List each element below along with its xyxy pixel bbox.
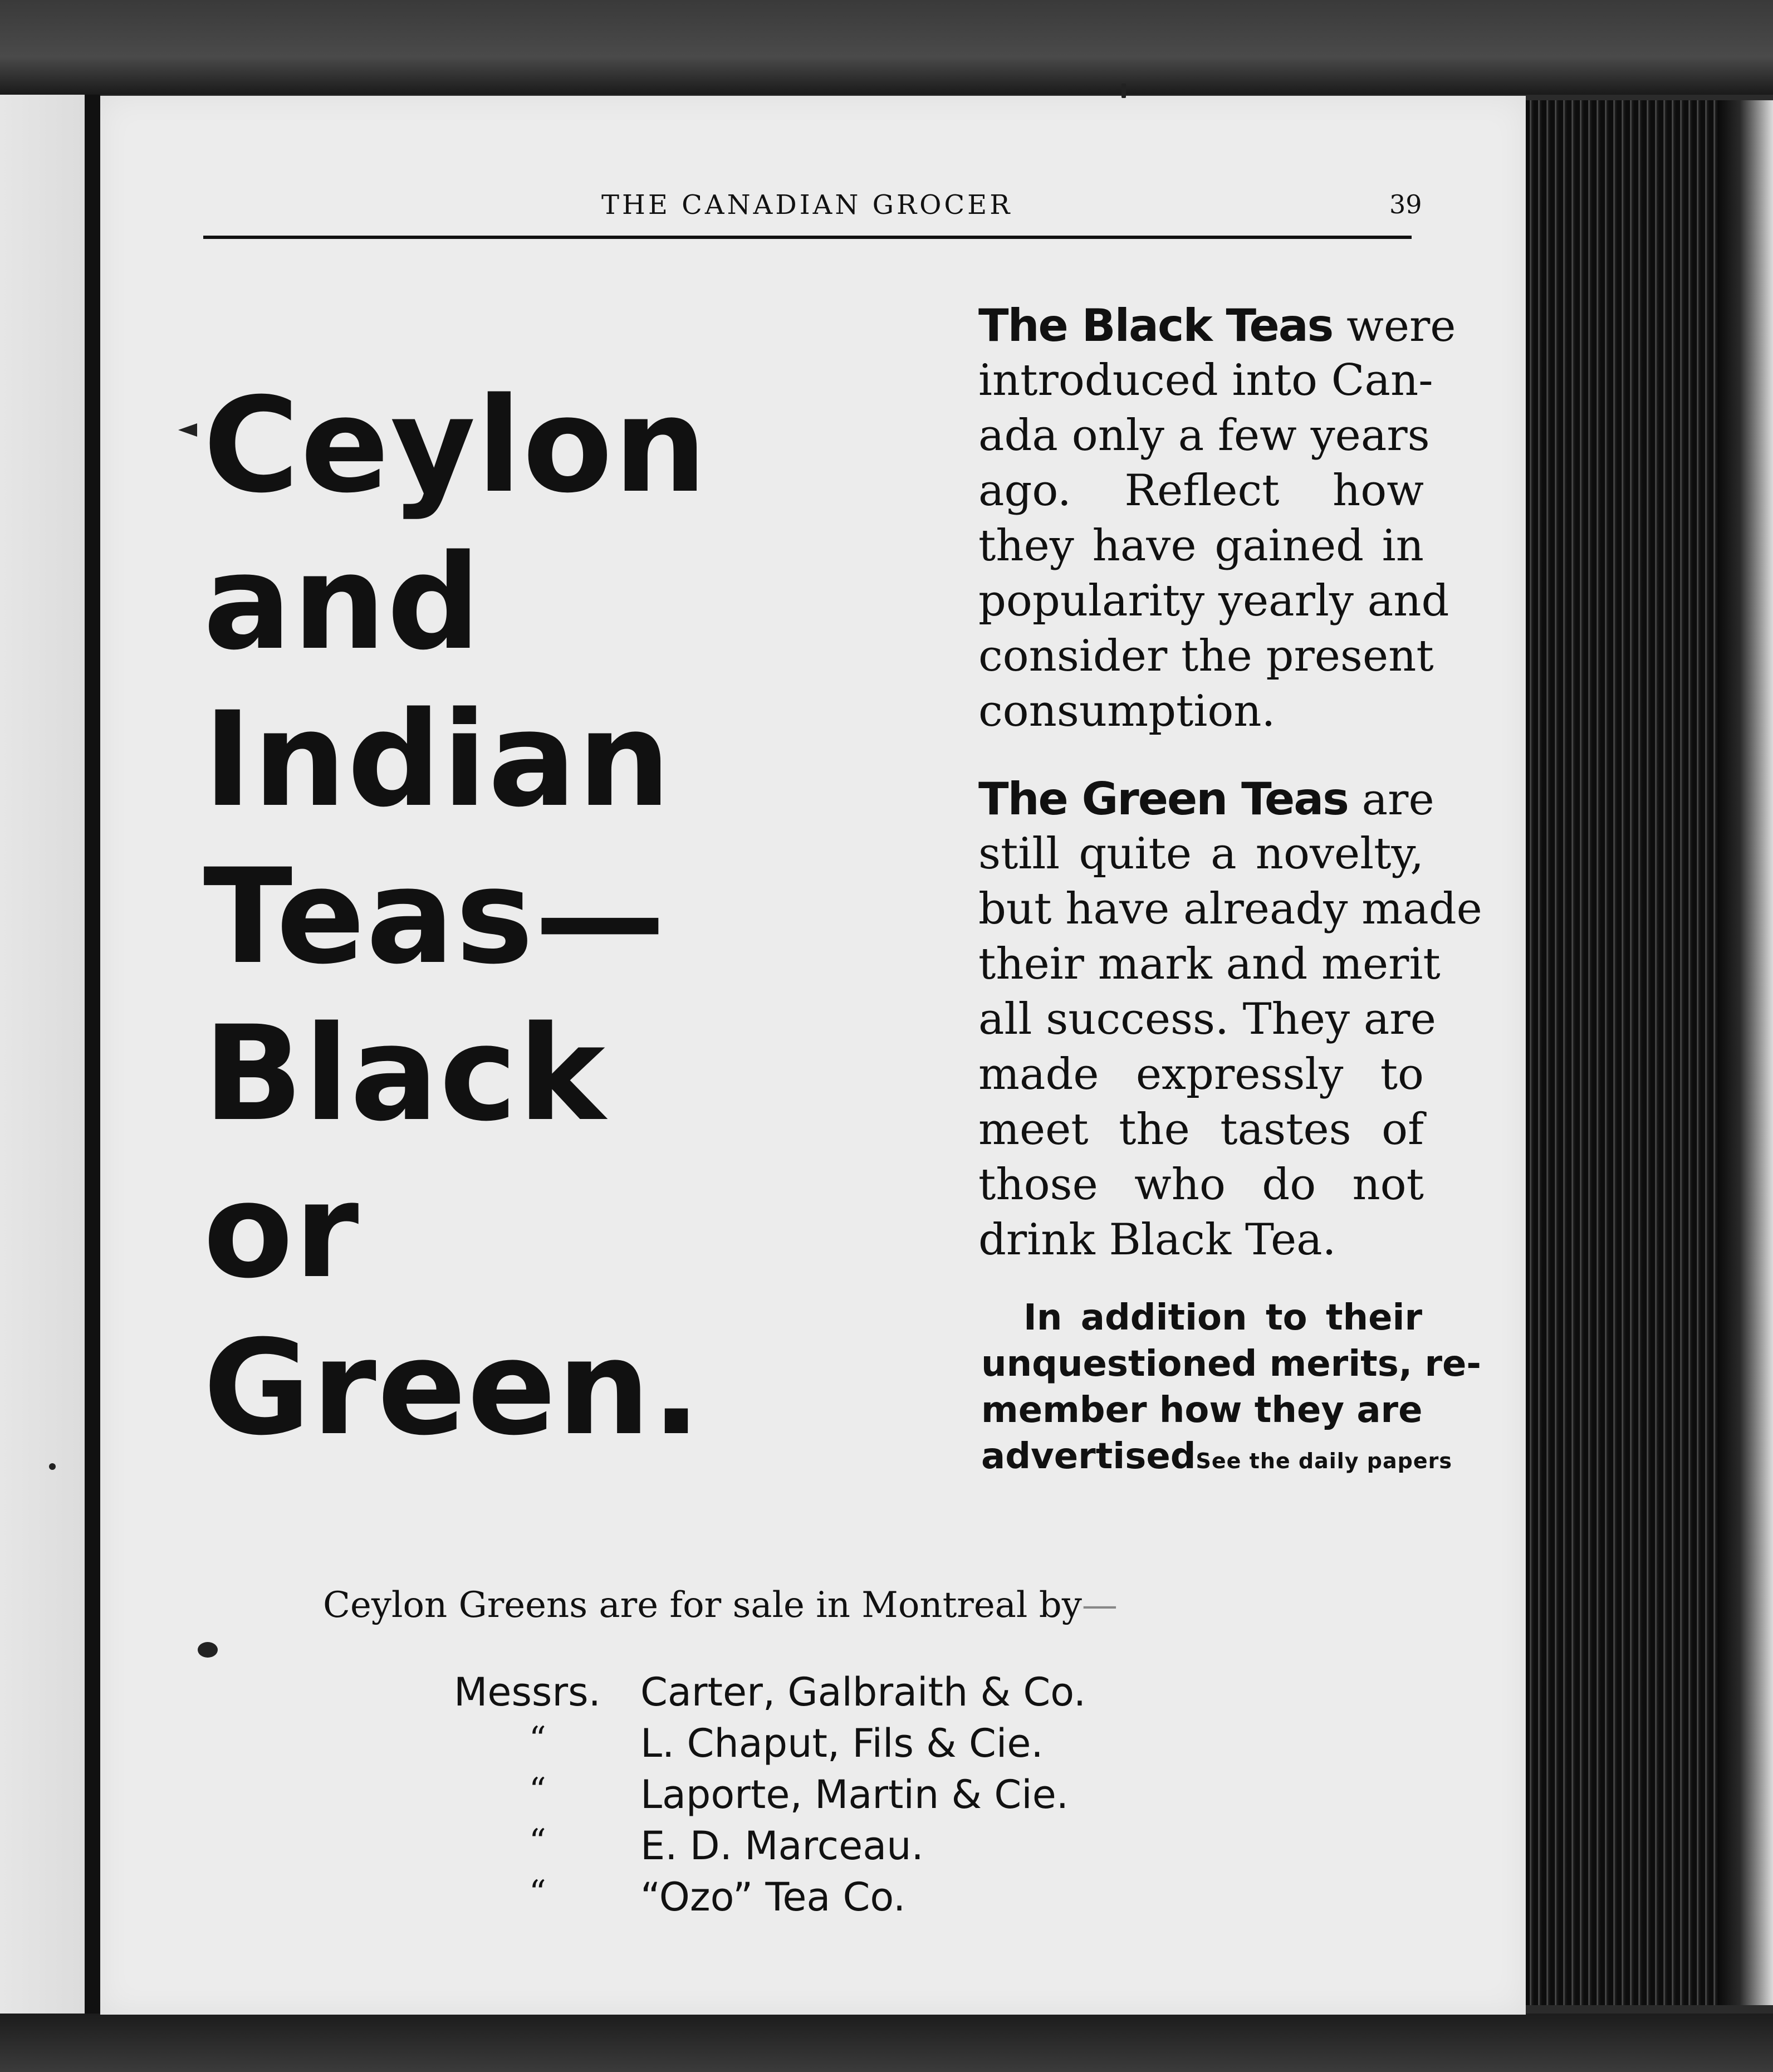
book-page-stack-edge bbox=[1526, 100, 1718, 2005]
book-cover-edge bbox=[1718, 100, 1773, 2005]
advertised-paragraph bbox=[981, 1295, 1481, 1480]
dealer-prefix: Messrs. bbox=[454, 1669, 601, 1715]
text-line: those who do not bbox=[978, 1160, 1424, 1210]
black-teas-lead: The Black Teas bbox=[978, 300, 1333, 351]
text-line: introduced into Can- bbox=[978, 355, 1433, 405]
text-line: their mark and merit bbox=[978, 939, 1441, 989]
text-line bbox=[978, 298, 1456, 353]
advertisement-headline bbox=[203, 368, 708, 1467]
headline-line: or bbox=[203, 1155, 360, 1307]
black-teas-paragraph bbox=[978, 298, 1456, 739]
headline-line: Indian bbox=[203, 684, 672, 836]
ink-blot bbox=[198, 1642, 218, 1658]
ink-speck bbox=[49, 1463, 56, 1470]
text-line: drink Black Tea. bbox=[978, 1215, 1336, 1265]
text-line: popularity yearly and bbox=[978, 576, 1449, 626]
text-fragment: are bbox=[1361, 775, 1434, 825]
running-head: THE CANADIAN GROCER bbox=[601, 189, 1013, 221]
text-line bbox=[981, 1434, 1452, 1480]
daily-papers-note: See the daily papers bbox=[1196, 1449, 1452, 1473]
text-line: ada only a few years bbox=[978, 411, 1430, 461]
dealer-name: L. Chaput, Fils & Cie. bbox=[640, 1721, 1044, 1766]
ditto-mark: “ bbox=[529, 1822, 546, 1861]
ditto-mark: “ bbox=[529, 1873, 546, 1912]
book-gutter bbox=[85, 95, 100, 2014]
sale-intro bbox=[323, 1585, 1118, 1626]
text-line: ago. Reflect how bbox=[978, 466, 1424, 516]
sale-intro-text: Ceylon Greens are for sale in Montreal by bbox=[323, 1585, 1082, 1626]
dealer-name: “Ozo” Tea Co. bbox=[640, 1874, 906, 1920]
text-line: consumption. bbox=[978, 686, 1276, 736]
green-teas-lead: The Green Teas bbox=[978, 773, 1348, 825]
text-line: still quite a novelty, bbox=[978, 829, 1424, 879]
ditto-mark: “ bbox=[529, 1771, 546, 1810]
dealer-name: Laporte, Martin & Cie. bbox=[640, 1772, 1069, 1817]
text-line: In addition to their bbox=[1023, 1297, 1422, 1338]
scan-bottom-border bbox=[0, 2014, 1773, 2072]
header-rule bbox=[203, 236, 1412, 239]
advertised-word: advertised bbox=[981, 1436, 1196, 1477]
headline-line: Teas— bbox=[203, 841, 667, 993]
sale-intro-dash: — bbox=[1081, 1585, 1118, 1626]
green-teas-paragraph bbox=[978, 771, 1482, 1268]
headline-line: Black bbox=[203, 998, 606, 1150]
facing-page-edge bbox=[0, 95, 85, 2014]
dealer-row bbox=[454, 1871, 1233, 1923]
headline-line: Ceylon bbox=[203, 370, 708, 522]
dealer-name: E. D. Marceau. bbox=[640, 1823, 924, 1869]
ink-speck bbox=[1121, 84, 1126, 98]
text-line bbox=[978, 771, 1434, 827]
text-line: consider the present bbox=[978, 631, 1434, 681]
text-line: all success. They are bbox=[978, 994, 1436, 1044]
scan-top-border bbox=[0, 0, 1773, 95]
text-line: but have already made bbox=[978, 884, 1482, 934]
dealer-row bbox=[454, 1667, 1233, 1718]
headline-line: Green. bbox=[203, 1312, 703, 1464]
headline-line: and bbox=[203, 527, 482, 679]
text-line: unquestioned merits, re- bbox=[981, 1343, 1481, 1385]
ditto-mark: “ bbox=[529, 1719, 546, 1758]
dealer-row bbox=[454, 1820, 1233, 1871]
text-line: meet the tastes of bbox=[978, 1105, 1424, 1155]
dealer-row bbox=[454, 1769, 1233, 1820]
text-line: made expressly to bbox=[978, 1049, 1424, 1099]
text-line: they have gained in bbox=[978, 521, 1424, 571]
text-line: member how they are bbox=[981, 1390, 1423, 1431]
page-number: 39 bbox=[1389, 189, 1422, 219]
dealer-row bbox=[454, 1718, 1233, 1769]
dealer-list bbox=[454, 1667, 1233, 1923]
dealer-name: Carter, Galbraith & Co. bbox=[640, 1669, 1086, 1715]
text-fragment: were bbox=[1346, 301, 1456, 351]
